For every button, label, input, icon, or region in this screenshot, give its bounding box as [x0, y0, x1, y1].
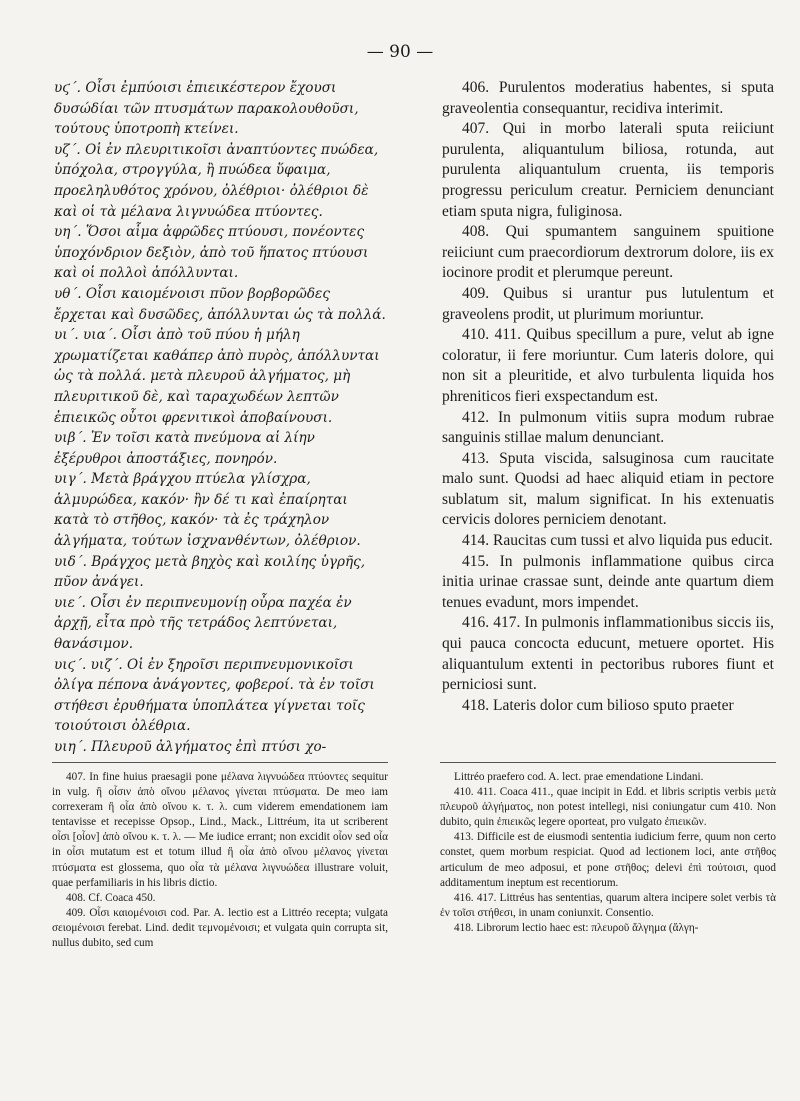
latin-paragraph-410-411: 410. 411. Quibus specillum a pure, velut ab igne coloratur, ii fere moriuntur. Cum lateris dolore, qui non sit a pleuritide, et alvo turbulenta liquida hos phreniticos fieri exspectandum est.: [442, 326, 774, 405]
page-number: — 90 —: [366, 42, 434, 62]
latin-paragraph-418: 418. Lateris dolor cum bilioso sputo praeter: [462, 696, 734, 714]
greek-paragraph-415: υιε΄. Οἷσι ἐν περιπνευμονίῃ οὖρα παχέα ἐν ἀρχῇ, εἶτα πρὸ τῆς τετράδος λεπτύνεται, θανάσιμον.: [54, 594, 352, 653]
footnotes-right: [440, 770, 776, 936]
latin-paragraph-408: 408. Qui spumantem sanguinem spuitione reiiciunt cum praecordiorum dextrorum dolore, iis ex iocinore prodit et plerumque pereunt.: [442, 223, 774, 282]
greek-paragraph-413: υιγ΄. Μετὰ βράγχου πτύελα γλίσχρα, ἁλμυρώδεα, κακόν· ἢν δέ τι καὶ ἐπαίρηται κατὰ τὸ στῆθος, κακόν· τὰ ἐς τράχηλον ἀλγήματα, τούτων ἰσχνανθέντων, ὀλέθριον.: [54, 471, 361, 550]
footnote-409: 409. Οἷσι καιομένοισι cod. Par. A. lectio est a Littréo recepta; vulgata σειομένοισι ferebat. Lind. dedit τεμνομένοισι; et vulgata quin corrupta sit, nullus dubito, sed cum: [52, 906, 388, 950]
latin-paragraph-416-417: 416. 417. In pulmonis inflammationibus siccis iis, qui pauca concocta educunt, metuere oportet. His aliquantulum extenti in pectoribus rubores fiunt et perniciosi sunt.: [442, 614, 774, 694]
greek-paragraph-414: υιδ΄. Βράγχος μετὰ βηχὸς καὶ κοιλίης ὑγρῆς, πῦον ἀνάγει.: [54, 553, 366, 591]
footnote-407: 407. In fine huius praesagii pone μέλανα λιγνυώδεα πτύοντες sequitur in vulg. ἢ οἷσιν ἀπὸ οἴνου μέλανος γίνεται πτύσματα. De meo iam correxeram ἢ οἷα ἀπὸ οἴνου κ. τ. λ. cum viderem emendationem iam tentavisse et recepisse Opsop., Lind., Mack., Littréum, ita ut scriberent οἷσι [οἷον] ἀπὸ οἴνου κ. τ. λ. — Me iudice errant; non excidit οἷον sed οἷα in οἷσι mutatum est et totum illud ἢ οἷα ἀπὸ οἴνου μέλανος γίνεται πτύσματα est glossema, quo οἷα τὰ μέλανα λιγνυώδεα illustrare voluit, quae perfamiliaris in his libris dictio.: [52, 771, 388, 889]
footnote-408: 408. Cf. Coaca 450.: [66, 891, 156, 904]
greek-paragraph-406: υϛ΄. Οἷσι ἐμπύοισι ἐπιεικέστερον ἔχουσι δυσώδίαι τῶν πτυσμάτων παρακολουθοῦσι, τούτους ὑποτροπὴ κτείνει.: [54, 80, 359, 138]
latin-paragraph-406: 406. Purulentos moderatius habentes, si sputa graveolentia consequantur, recidiva interimit.: [442, 79, 774, 117]
greek-column: [54, 78, 386, 758]
greek-paragraph-408: υη΄. Ὅσοι αἷμα ἀφρῶδες πτύουσι, πονέοντες ὑποχόνδριον δεξιὸν, ἀπὸ τοῦ ἥπατος πτύουσι καὶ οἱ πολλοὶ ἀπόλλυνται.: [54, 224, 369, 282]
footnote-rule-right: [440, 762, 776, 763]
footnote-416-417: 416. 417. Littréus has sententias, quarum altera incipere solet verbis τὰ ἐν τοῖσι στήθεσι, in unam coniunxit. Consentio.: [440, 891, 776, 919]
footnote-409-continued: Littréo praefero cod. A. lect. prae emendatione Lindani.: [454, 771, 704, 783]
footnote-rule-left: [52, 762, 388, 763]
latin-paragraph-412: 412. In pulmonum vitiis supra modum rubrae sanguinis stillae malum denunciant.: [442, 408, 774, 447]
footnote-410-411: 410. 411. Coaca 411., quae incipit in Edd. et libris scriptis verbis μετὰ πλευροῦ ἀλγήματος, non potest intellegi, nisi coniungatur cum 410. Non dubito, quin ἐπιεικῶς legere oporteat, pro vulgato ἐπιεικῶν.: [440, 786, 776, 829]
latin-paragraph-413: 413. Sputa viscida, salsuginosa cum raucitate malo sunt. Quodsi ad haec aliquid etiam in pectore sublatum sit, malum significat. In his extenuatis cervicis dolores perniciem denotant.: [442, 449, 774, 529]
greek-paragraph-409: υθ΄. Οἷσι καιομένοισι πῦον βορβορῶδες ἔρχεται καὶ δυσῶδες, ἀπόλλυνται ὡς τὰ πολλά.: [54, 285, 386, 323]
latin-paragraph-415: 415. In pulmonis inflammatione quibus circa initia urinae crassae sunt, deinde ante quartum diem tenues evadunt, mors impendet.: [442, 552, 774, 611]
latin-paragraph-407: 407. Qui in morbo laterali sputa reiiciunt purulenta, aliquantulum biliosa, rotunda, aut purulenta aliquantulum cruenta, iis temporis progressu periculum creatur. Perniciem denunciant etiam sputa nigra, fuliginosa.: [442, 120, 774, 220]
footnote-413: 413. Difficile est de eiusmodi sententia iudicium ferre, quum non certo constet, quem morbum respiciat. Quod ad lectionem loci, ante στῆθος articulum de meo adposui, et pone στῆθος; delevi ἐπὶ τούτοισι, quod additamentum ineptum est recentiorum.: [440, 831, 776, 889]
greek-paragraph-410-411: υι΄. υια΄. Οἷσι ἀπὸ τοῦ πύου ἡ μήλη χρωματίζεται καθάπερ ἀπὸ πυρὸς, ἀπόλλυνται ὡς τὰ πολλά. μετὰ πλευροῦ ἀλγήματος, μὴ πλευριτικοῦ δὲ, καὶ ταραχωδέων λεπτῶν ἐπιεικῶς οὗτοι φρενιτικοὶ ἀποβαίνουσι.: [54, 327, 380, 426]
latin-paragraph-409: 409. Quibus si urantur pus lutulentum et graveolens prodit, ut plurimum moriuntur.: [442, 284, 774, 323]
greek-paragraph-412: υιβ΄. Ἐν τοῖσι κατὰ πνεύμονα αἱ λίην ἐξέρυθροι ἀποστάξιες, πονηρόν.: [54, 430, 315, 467]
footnotes-left: [52, 770, 388, 951]
latin-paragraph-414: 414. Raucitas cum tussi et alvo liquida pus educit.: [462, 532, 773, 550]
greek-paragraph-418: υιη΄. Πλευροῦ ἀλγήματος ἐπὶ πτύσι χο-: [54, 739, 327, 755]
greek-paragraph-416-417: υιϛ΄. υιζ΄. Οἱ ἐν ξηροῖσι περιπνευμονικοῖσι ὀλίγα πέπονα ἀνάγοντες, φοβεροί. τὰ ἐν τοῖσι στήθεσι ἐρυθήματα ὑποπλάτεα γίγνεται τοῖς τοιούτοισι ὀλέθρια.: [54, 656, 375, 735]
greek-paragraph-407: υζ΄. Οἱ ἐν πλευριτικοῖσι ἀναπτύοντες πυώδεα, ὑπόχολα, στρογγύλα, ἢ πυώδεα ὕφαιμα, προεληλυθότος χρόνου, ὀλέθριοι· ὀλέθριοι δὲ καὶ οἱ τὰ μέλανα λιγνυώδεα πτύοντες.: [54, 141, 379, 220]
footnote-418: 418. Librorum lectio haec est: πλευροῦ ἄλγημα (ἄλγη-: [454, 921, 699, 934]
latin-column: [442, 78, 774, 716]
